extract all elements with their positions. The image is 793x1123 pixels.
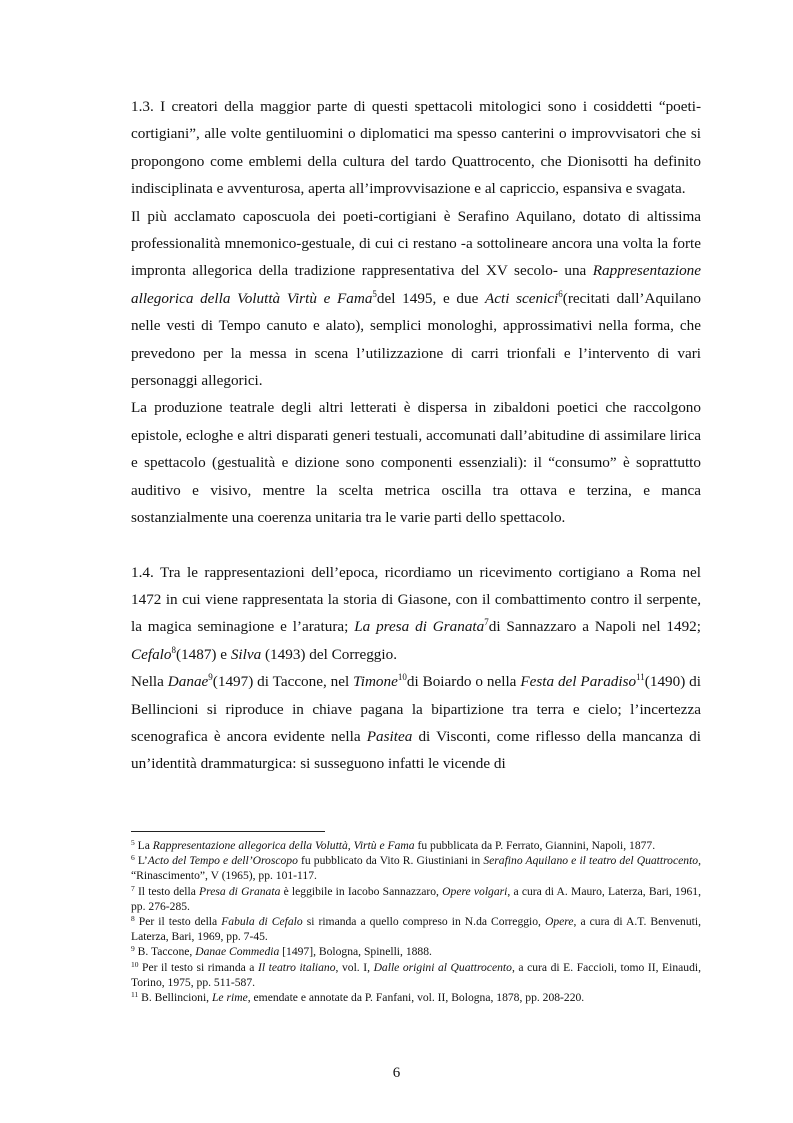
text-run: si rimanda a quello compreso in N.da Correggio, — [302, 915, 545, 929]
text-run: , a cura di A. Mauro, Laterza, Bari, 1961, pp. 276-285. — [131, 884, 701, 913]
italic-text: Il teatro italiano — [258, 960, 336, 974]
footnote — [131, 884, 701, 914]
footnote — [131, 944, 701, 959]
italic-text: Festa del Paradiso — [520, 673, 637, 691]
italic-text: Serafino Aquilano e il teatro del Quattrocento — [483, 854, 699, 868]
italic-text: Timone — [353, 673, 398, 691]
text-run: Per il testo si rimanda a — [138, 960, 259, 974]
footnote-ref: 6 — [131, 853, 135, 863]
italic-text: Danae — [167, 673, 209, 691]
text-run: Il testo della — [134, 884, 200, 898]
text-run: Per il testo della — [134, 915, 222, 929]
italic-text: Dalle origini al Quattrocento — [373, 960, 512, 974]
paragraph — [131, 93, 701, 203]
italic-text: Rappresentazione allegorica della Voluttà, Virtù e Fama — [152, 839, 415, 852]
italic-text: Fabula di Cefalo — [221, 915, 303, 929]
footnote-ref: 11 — [131, 990, 139, 1000]
text-run: Il più acclamato caposcuola dei poeti-cortigiani è Serafino Aquilano, dotato di altissima professionalità mnemonico-gestuale, di cui ci restano -a sottolineare ancora una volta la forte impronta allegorica della tradizione rappresentativa del XV secolo- una — [131, 207, 701, 280]
footnote-ref: 10 — [397, 672, 407, 683]
text-run: , a cura di A.T. Benvenuti, Laterza, Bari, 1969, pp. 7-45. — [131, 915, 701, 944]
italic-text: Pasitea — [366, 727, 413, 745]
footnote-ref: 11 — [636, 672, 645, 683]
italic-text: Opere volgari — [442, 884, 508, 898]
text-run: (1490) di Bellincioni si riproduce in chiave pagana la bipartizione tra terra e cielo; l’incertezza scenografica è ancora evidente nella — [131, 673, 701, 745]
italic-text: Acto del Tempo e dell’Oroscopo — [147, 854, 298, 868]
footnote-ref: 7 — [484, 617, 489, 628]
footnote-ref: 5 — [372, 288, 377, 299]
text-run: , emendate e annotate da P. Fanfani, vol. II, Bologna, 1878, pp. 208-220. — [247, 991, 585, 1005]
footnote-ref: 8 — [131, 914, 135, 924]
text-run: L’ — [134, 854, 148, 868]
paragraph — [131, 559, 701, 669]
page-number: 6 — [392, 1065, 401, 1081]
italic-text: Le rime — [211, 991, 248, 1005]
paragraph — [131, 668, 701, 778]
text-run: è leggibile in Iacobo Sannazzaro, — [280, 884, 443, 898]
text-run: 1.3. I creatori della maggior parte di questi spettacoli mitologici sono i cosiddetti “poeti-cortigiani”, alle volte gentiluomini o diplomatici ma spesso canterini o improvvisatori che si propongono come emblemi della cultura del tardo Quattrocento, che Dionisotti ha definito indisciplinata e avventurosa, aperta all’improvvisazione e al capriccio, espansiva e svagata. — [131, 98, 701, 198]
text-run: fu pubblicata da P. Ferrato, Giannini, Napoli, 1877. — [414, 839, 656, 852]
footnote — [131, 838, 701, 853]
footnote-ref: 9 — [208, 672, 213, 683]
text-run: [1497], Bologna, Spinelli, 1888. — [279, 945, 432, 959]
footnote-ref: 6 — [558, 288, 563, 299]
text-run: fu pubblicato da Vito R. Giustiniani in — [297, 854, 484, 868]
text-run: 1.4. Tra le rappresentazioni dell’epoca, ricordiamo un ricevimento cortigiano a Roma nel 1472 in cui viene rappresentata la storia di Giasone, con il combattimento contro il serpente, la magica seminagione e l’aratura; — [131, 563, 701, 636]
footnote-ref: 8 — [171, 644, 176, 655]
text-run: La produzione teatrale degli altri letterati è dispersa in zibaldoni poetici che raccolgono epistole, ecloghe e altri disparati generi testuali, accomunati dall’abitudine di assimilare lirica e spettacolo (gestualità e dizione sono componenti essenziali): il “consumo” è soprattutto auditivo e visivo, mentre la scelta metrica oscilla tra ottava e terzina, e manca sostanzialmente una coerenza unitaria tra le varie parti dello spettacolo. — [131, 399, 701, 527]
italic-text: Acti scenici — [484, 289, 559, 307]
footnote — [131, 960, 701, 990]
footnote — [131, 914, 701, 944]
text-run: Nella — [131, 673, 168, 691]
body-text — [131, 93, 701, 778]
text-run: (1497) di Taccone, nel — [212, 673, 354, 691]
paragraph — [131, 394, 701, 531]
italic-text: Danae Commedia — [195, 945, 280, 959]
italic-text: La presa di Granata — [354, 618, 485, 636]
text-run: (1493) del Correggio. — [261, 645, 398, 663]
footnote-ref: 5 — [131, 838, 135, 847]
text-run: , a cura di E. Faccioli, tomo II, Einaudi, Torino, 1975, pp. 511-587. — [131, 960, 701, 989]
text-run: di Sannazzaro a Napoli nel 1492; — [488, 618, 701, 636]
text-run: di Visconti, come riflesso della mancanza di un’identità drammaturgica: si susseguono infatti le vicende di — [131, 727, 701, 773]
footnote-ref: 10 — [131, 959, 139, 969]
text-run: B. Bellincioni, — [138, 991, 212, 1005]
text-run: , “Rinascimento”, V (1965), pp. 101-117. — [131, 854, 701, 883]
footnote-ref: 9 — [131, 944, 135, 954]
text-run: di Boiardo o nella — [406, 673, 521, 691]
footnotes — [131, 838, 701, 1005]
italic-text: Rappresentazione allegorica della Voluttà Virtù e Fama — [131, 262, 701, 307]
paragraph — [131, 203, 701, 395]
text-run: , vol. I, — [335, 960, 374, 974]
text-run: La — [134, 839, 153, 852]
text-run: (1487) e — [176, 645, 231, 663]
text-run: B. Taccone, — [134, 945, 196, 959]
footnote-ref: 7 — [131, 883, 135, 893]
text-run: del 1495, e due — [376, 289, 485, 307]
italic-text: Cefalo — [131, 645, 172, 663]
footnote — [131, 853, 701, 883]
footnote-separator — [131, 831, 325, 832]
footnote — [131, 990, 701, 1005]
text-run: (recitati dall’Aquilano nelle vesti di Tempo canuto e alato), semplici monologhi, approssimativi nella forma, che prevedono per la messa in scena l’utilizzazione di carri trionfali e l’intervento di vari personaggi allegorici. — [131, 289, 702, 390]
italic-text: Opere — [544, 915, 574, 929]
italic-text: Presa di Granata — [199, 884, 281, 898]
italic-text: Silva — [230, 645, 262, 663]
